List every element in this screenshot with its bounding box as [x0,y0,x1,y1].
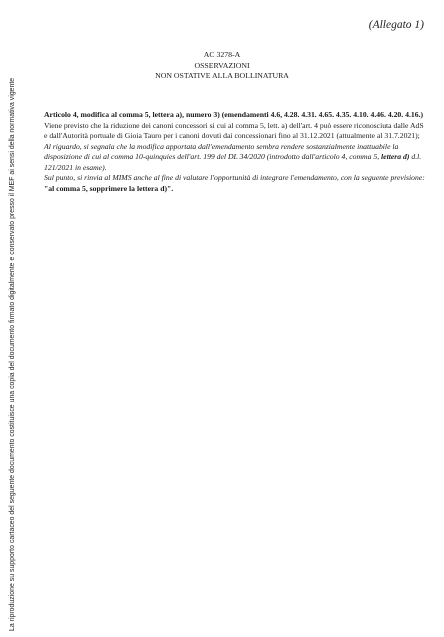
remark-text-end: d.l. 121/2021 in esame). [44,152,422,172]
paragraph-remark [44,142,426,174]
paragraph-referral [44,173,426,194]
attachment-label: (Allegato 1) [368,19,424,31]
document-code: AC 3278-A [203,50,241,59]
document-body [44,110,426,194]
referral-proposal: "al comma 5, sopprimere la lettera d)". [44,183,174,193]
remark-text: Al riguardo, si segnala che la modifica apportata dall'emendamento sembra rendere sostanzialmente inattuabile la disposizione di cui al comma 10-quinquies dell'art. 199 del DL 34/2020 (introdotto dall'articolo 4, comma 5, [44,141,399,161]
heading-subtitle: NON OSTATIVE ALLA BOLLINATURA [155,71,289,80]
referral-text: Sul punto, si rinvia al MIMS anche al fine di valutare l'opportunità di integrare l'emendamento, con la seguente previsione: [44,173,425,182]
article-title: Articolo 4, modifica al comma 5, lettera a), numero 3) (emendamenti 4.6, 4.28. 4.31. 4.65. 4.35. 4.10. 4.46. 4.20. 4.16.) [44,110,424,119]
paragraph-description: Viene previsto che la riduzione dei canoni concessori si cui al comma 5, lett. a) dell'art. 4 può essere riconosciuta dalle AdS e dall'Autorità portuale di Gioia Tauro per i canoni dovuti dai concessionari fino al 31.12.2021 (attualmente al 31.7.2021); [44,120,424,140]
remark-bold-text: lettera d) [381,152,410,161]
heading-observations: OSSERVAZIONI [194,60,250,70]
document-heading [0,50,444,82]
legal-margin-note: La riproduzione su supporto cartaceo del seguente documento costituisce una copia del documento firmato digitalmente e conservato presso il MEF ai sensi della normativa vigente [9,77,16,631]
